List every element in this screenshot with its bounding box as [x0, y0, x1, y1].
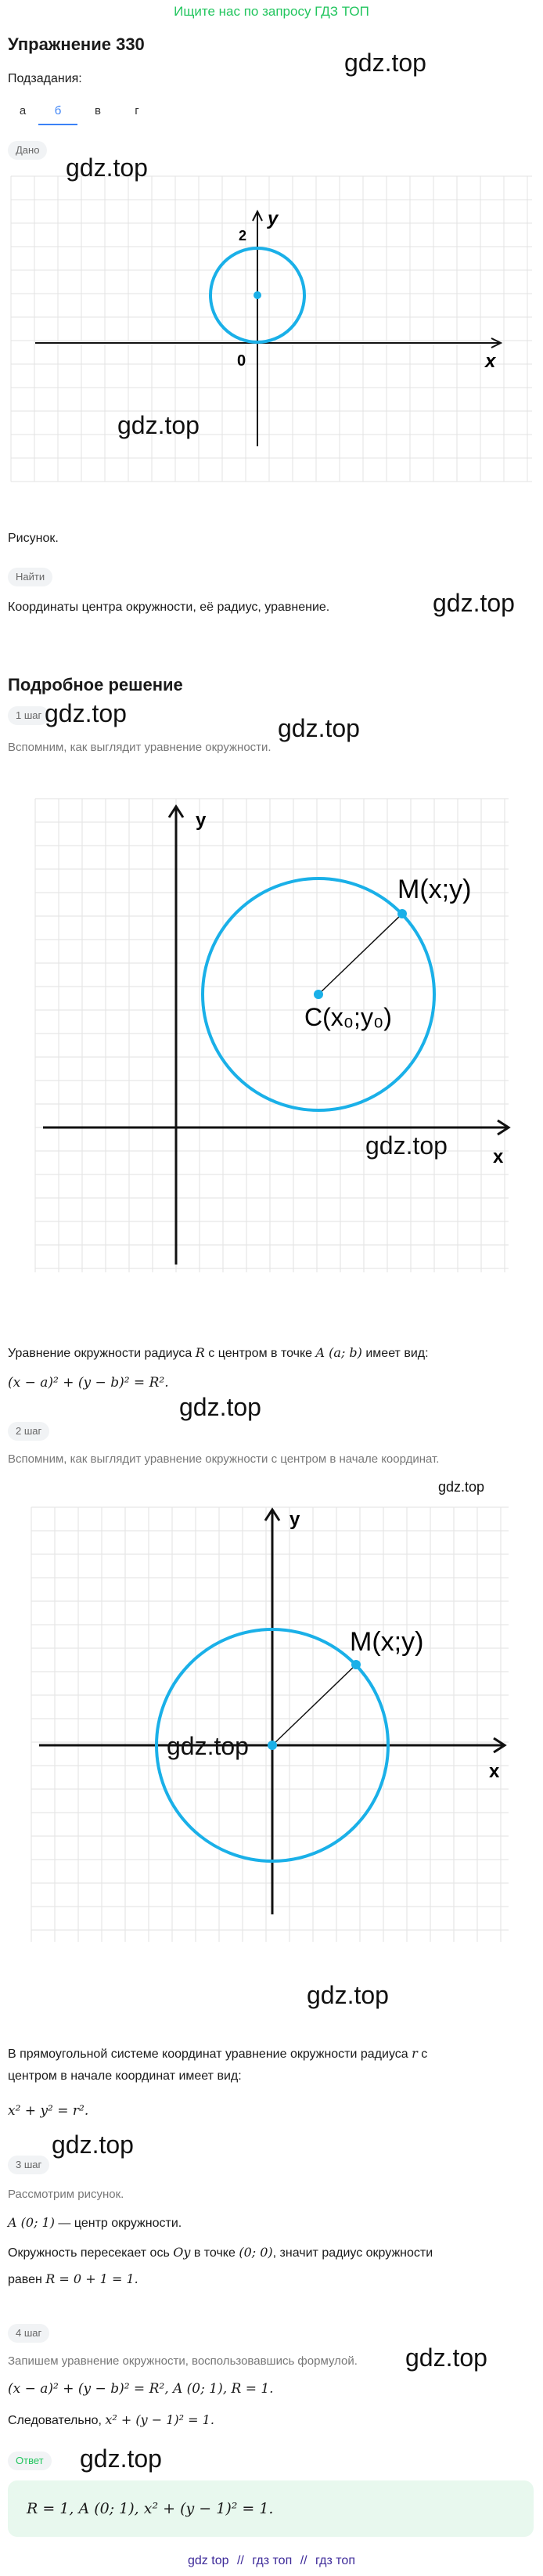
- step4-chip: 4 шаг: [8, 2324, 49, 2343]
- watermark: gdz.top: [117, 411, 200, 439]
- step3-line2: Окружность пересекает ось Oy в точке (0; 0), значит радиус окружности: [8, 2245, 433, 2260]
- answer-chip: Ответ: [8, 2452, 52, 2470]
- page-title: Упражнение 330: [8, 34, 145, 54]
- step1-grid: [35, 799, 509, 1272]
- footer-link-1[interactable]: gdz top: [188, 2554, 229, 2567]
- center-point: [314, 990, 323, 999]
- step2-chip: 2 шаг: [8, 1422, 49, 1441]
- tab-b[interactable]: б: [38, 97, 77, 125]
- watermark: gdz.top: [438, 1479, 485, 1495]
- given-graph: [0, 161, 543, 489]
- step1-graph: [0, 791, 543, 1280]
- step2-grid: [31, 1507, 509, 1942]
- footer-sep: //: [300, 2554, 307, 2567]
- watermark: gdz.top: [365, 1131, 448, 1160]
- watermark: gdz.top: [80, 2444, 162, 2473]
- watermark: gdz.top: [45, 699, 127, 727]
- watermark: gdz.top: [167, 1732, 249, 1760]
- y-label: y: [196, 810, 207, 831]
- step3-line1: A (0; 1) — центр окружности.: [8, 2215, 182, 2230]
- subtasks-label: Подзадания:: [8, 72, 82, 85]
- footer-link-2[interactable]: гдз топ: [252, 2554, 293, 2567]
- footer-sep: //: [236, 2554, 244, 2567]
- step1-chip: 1 шаг: [8, 706, 49, 725]
- watermark: gdz.top: [433, 589, 515, 617]
- origin-label: 0: [237, 352, 246, 370]
- watermark: gdz.top: [405, 2343, 487, 2372]
- find-text: Координаты центра окружности, её радиус, уравнение.: [8, 601, 330, 614]
- step1-formula: (x − a)² + (y − b)² = R².: [8, 1375, 169, 1391]
- watermark: gdz.top: [52, 2130, 134, 2159]
- y-label: y: [268, 208, 279, 229]
- step3-line3: равен R = 0 + 1 = 1.: [8, 2271, 138, 2286]
- center-label: C(x₀;y₀): [304, 1003, 392, 1031]
- tab-v[interactable]: в: [95, 104, 101, 117]
- watermark: gdz.top: [344, 49, 426, 77]
- y-tick-2: 2: [239, 228, 247, 244]
- x-label: x: [489, 1761, 500, 1782]
- figure-caption: Рисунок.: [8, 532, 59, 545]
- solution-title: Подробное решение: [8, 675, 183, 695]
- watermark: gdz.top: [179, 1393, 261, 1421]
- answer-box: R = 1, A (0; 1), x² + (y − 1)² = 1.: [8, 2480, 534, 2537]
- footer-links: [0, 2554, 543, 2568]
- x-label: x: [493, 1146, 504, 1167]
- point-m: [351, 1660, 361, 1669]
- search-banner[interactable]: Ищите нас по запросу ГДЗ ТОП: [174, 4, 369, 19]
- center-point: [268, 1741, 277, 1750]
- watermark: gdz.top: [278, 714, 360, 742]
- point-m-label: M(x;y): [397, 875, 472, 904]
- point-m-label: M(x;y): [350, 1627, 424, 1657]
- step2-intro: Вспомним, как выглядит уравнение окружности с центром в начале координат.: [8, 1452, 440, 1466]
- x-label: x: [485, 351, 496, 372]
- y-label: y: [289, 1509, 300, 1530]
- step4-conclusion: Следовательно, x² + (y − 1)² = 1.: [8, 2412, 214, 2427]
- tab-g[interactable]: г: [135, 104, 139, 117]
- center-point: [254, 291, 261, 299]
- watermark: gdz.top: [66, 153, 148, 182]
- step3-chip: 3 шаг: [8, 2156, 49, 2174]
- radius-line: [318, 914, 402, 994]
- step2-graph: [0, 1503, 543, 1950]
- step2-formula: x² + y² = r².: [8, 2103, 89, 2119]
- step3-intro: Рассмотрим рисунок.: [8, 2188, 124, 2201]
- point-m: [397, 909, 407, 918]
- tab-a[interactable]: а: [19, 104, 27, 117]
- radius-line: [272, 1665, 356, 1745]
- step4-intro: Запишем уравнение окружности, воспользовавшись формулой.: [8, 2354, 358, 2368]
- step4-formula: (x − a)² + (y − b)² = R², A (0; 1), R = 1.: [8, 2381, 274, 2397]
- step2-text-line1: В прямоугольной системе координат уравнение окружности радиуса r с: [8, 2046, 428, 2061]
- watermark: gdz.top: [307, 1981, 389, 2009]
- find-chip: Найти: [8, 568, 52, 586]
- footer-link-3[interactable]: гдз топ: [315, 2554, 355, 2567]
- given-chip: Дано: [8, 141, 47, 160]
- step1-text: Уравнение окружности радиуса R с центром в точке A (a; b) имеет вид:: [8, 1345, 429, 1360]
- step1-intro: Вспомним, как выглядит уравнение окружности.: [8, 741, 272, 754]
- step2-text-line2: центром в начале координат имеет вид:: [8, 2069, 242, 2083]
